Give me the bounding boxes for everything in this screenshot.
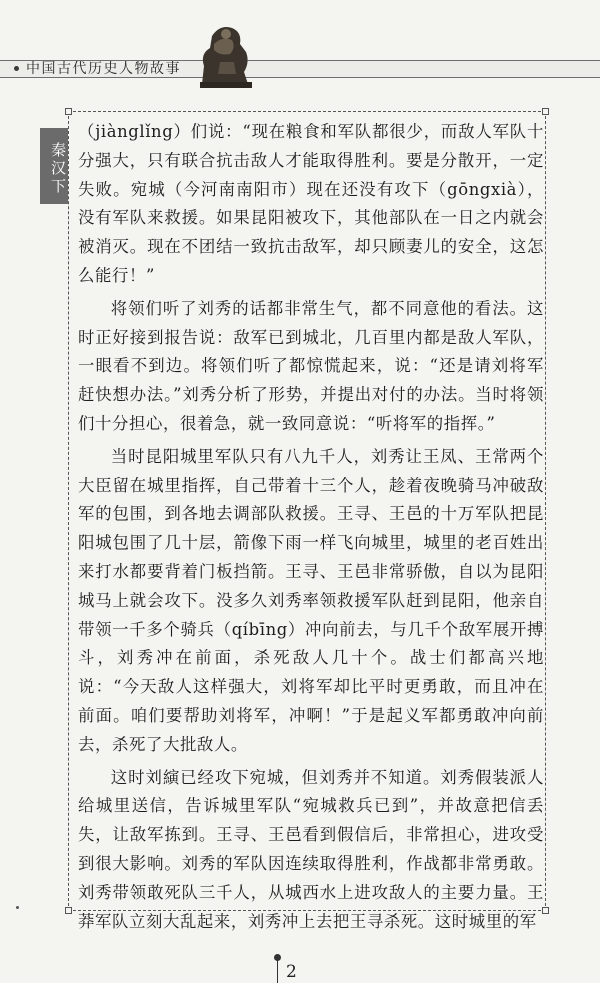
frame-corner <box>542 108 549 115</box>
section-tab: 秦汉下 <box>40 128 68 204</box>
paragraph: （jiànglǐng）们说：“现在粮食和军队都很少，而敌人军队十分强大，只有联合抗击敌人才能取得胜利。要是分散开，一定失败。宛城（今河南南阳市）现在还没有攻下（gōngxià），没有军队来救援。如果昆阳被攻下，其他部队在一日之内就会被消灭。现在不团结一致抗击敌军，却只顾妻儿的安全，这怎么能行！” <box>78 122 544 285</box>
page-marker-line <box>277 958 278 983</box>
bronze-figure-logo-icon <box>190 14 260 90</box>
paragraph: 当时昆阳城里军队只有八九千人，刘秀让王凤、王常两个大臣留在城里指挥，自己带着十三个人，趁着夜晚骑马冲破敌军的包围，到各地去调部队救援。王寻、王邑的十万军队把昆阳城包围了几十层，箭像下雨一样飞向城里，城里的老百姓出来打水都要背着门板挡箭。王寻、王邑非常骄傲，自以为昆阳城马上就会攻下。没多久刘秀率领救援军队赶到昆阳，他亲自带领一千多个骑兵（qíbīng）冲向前去，与几千个敌军展开搏斗，刘秀冲在前面，杀死敌人几十个。战士们都高兴地说：“今天敌人这样强大，刘将军却比平时更勇敢，而且冲在前面。咱们要帮助刘将军，冲啊！”于是起义军都勇敢冲向前去，杀死了大批敌人。 <box>78 446 544 754</box>
frame-corner <box>65 108 72 115</box>
story-text <box>78 118 544 936</box>
series-title: 中国古代历史人物故事 <box>26 61 181 77</box>
page-number: 2 <box>286 962 297 982</box>
paragraph: 将领们听了刘秀的话都非常生气，都不同意他的看法。这时正好接到报告说：敌军已到城北，几百里内都是敌人军队，一眼看不到边。将领们听了都惊慌起来，说：“还是请刘将军赶快想办法。”刘秀分析了形势，并提出对付的办法。当时将领们十分担心，很着急，就一致同意说：“听将军的指挥。” <box>78 298 544 433</box>
header-bullet <box>14 66 19 71</box>
frame-corner <box>65 907 72 914</box>
print-speck <box>16 906 19 909</box>
paragraph: 这时刘縯已经攻下宛城，但刘秀并不知道。刘秀假装派人给城里送信，告诉城里军队“宛城救兵已到”，并故意把信丢失，让敌军拣到。王寻、王邑看到假信后，非常担心，进攻受到很大影响。刘秀的军队因连续取得胜利，作战都非常勇敢。刘秀带领敢死队三千人，从城西水上进攻敌人的主要力量。王莽军队立刻大乱起来，刘秀冲上去把王寻杀死。这时城里的军 <box>78 767 544 931</box>
